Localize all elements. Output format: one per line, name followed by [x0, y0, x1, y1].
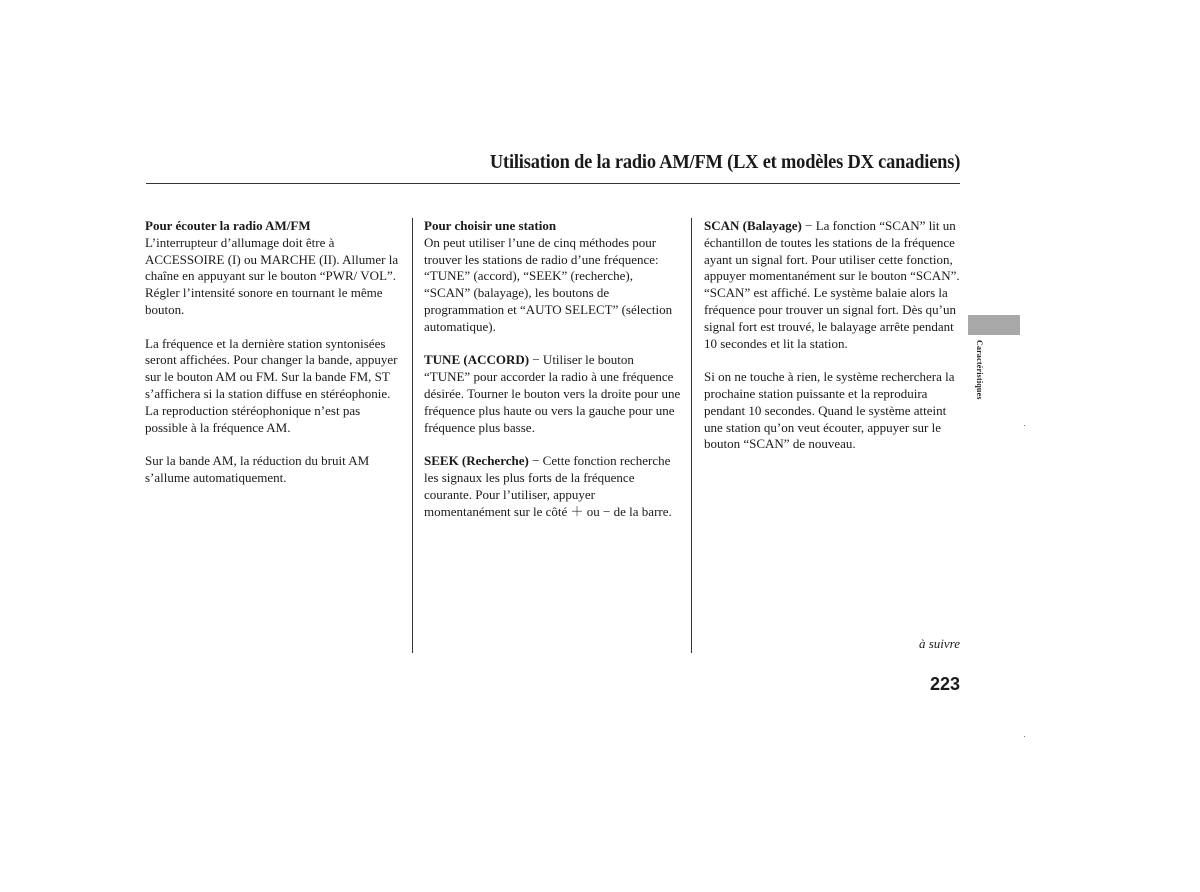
paragraph — [145, 336, 403, 437]
paragraph-text: − Utiliser le bouton “TUNE” pour accorder la radio à une fréquence désirée. Tourner le bouton vers la droite pour une fréquence plus haute ou vers la gauche pour une fréquence plus basse. — [424, 352, 681, 435]
paragraph — [704, 218, 960, 352]
page-title: Utilisation de la radio AM/FM (LX et modèles DX canadiens) — [489, 151, 960, 173]
paragraph — [424, 218, 682, 336]
title-divider — [146, 183, 960, 184]
paragraph — [424, 453, 682, 520]
paragraph — [424, 352, 682, 436]
section-tab — [968, 315, 1020, 335]
paragraph — [704, 369, 960, 453]
paragraph-text: La fréquence et la dernière station syntonisées seront affichées. Pour changer la bande, appuyer sur le bouton AM ou FM. Sur la bande FM, ST s’affichera si la station diffuse en stéréophonie. La reproduction stéréophonique n’est pas possible à la fréquence AM. — [145, 335, 398, 435]
section-tab-label: Caractéristiques — [975, 340, 984, 400]
paragraph-text: − La fonction “SCAN” lit un échantillon de toutes les stations de la fréquence ayant un signal fort. Pour utiliser cette fonction, appuyer momentanément sur le bouton “SCAN”. “SCAN” est affiché. Le système balaie alors la fréquence pour trouver un signal fort. Dès qu’un signal fort est trouvé, le balayage arrête pendant 10 secondes et lit la station. — [704, 218, 960, 351]
inline-heading: SCAN (Balayage) — [704, 218, 802, 233]
inline-heading: SEEK (Recherche) — [424, 453, 529, 469]
column-right — [704, 218, 960, 470]
section-heading: Pour écouter la radio AM/FM — [145, 218, 311, 233]
column-divider — [691, 218, 692, 653]
scan-speck — [1024, 425, 1025, 426]
column-middle — [424, 218, 682, 537]
paragraph-text: − Cette fonction recherche les signaux les plus forts de la fréquence courante. Pour l’utiliser, appuyer momentanément sur le côté ＋ ou − de la barre. — [424, 453, 672, 519]
paragraph-text: L’interrupteur d’allumage doit être à ACCESSOIRE (I) ou MARCHE (II). Allumer la chaîne en appuyant sur le bouton “PWR/ VOL”. Régler l’intensité sonore en tournant le même bouton. — [145, 234, 399, 317]
column-left — [145, 218, 403, 504]
column-divider — [412, 218, 413, 653]
inline-heading: TUNE (ACCORD) — [424, 352, 530, 368]
scan-speck — [1024, 736, 1025, 737]
section-heading: Pour choisir une station — [424, 218, 557, 233]
paragraph — [145, 218, 403, 319]
paragraph — [145, 453, 403, 487]
paragraph-text: Si on ne touche à rien, le système recherchera la prochaine station puissante et la reproduira pendant 10 secondes. Quand le système atteint une station qu’on veut écouter, appuyer sur le bouton “SCAN” de nouveau. — [704, 369, 955, 452]
page-number: 223 — [929, 674, 960, 694]
paragraph-text: Sur la bande AM, la réduction du bruit AM s’allume automatiquement. — [145, 453, 370, 485]
continued-note: à suivre — [918, 636, 960, 651]
paragraph-text: On peut utiliser l’une de cinq méthodes pour trouver les stations de radio d’une fréquence: “TUNE” (accord), “SEEK” (recherche), “SCAN” (balayage), les boutons de programmation et “AUTO SELECT” (sélection automatique). — [424, 234, 673, 334]
